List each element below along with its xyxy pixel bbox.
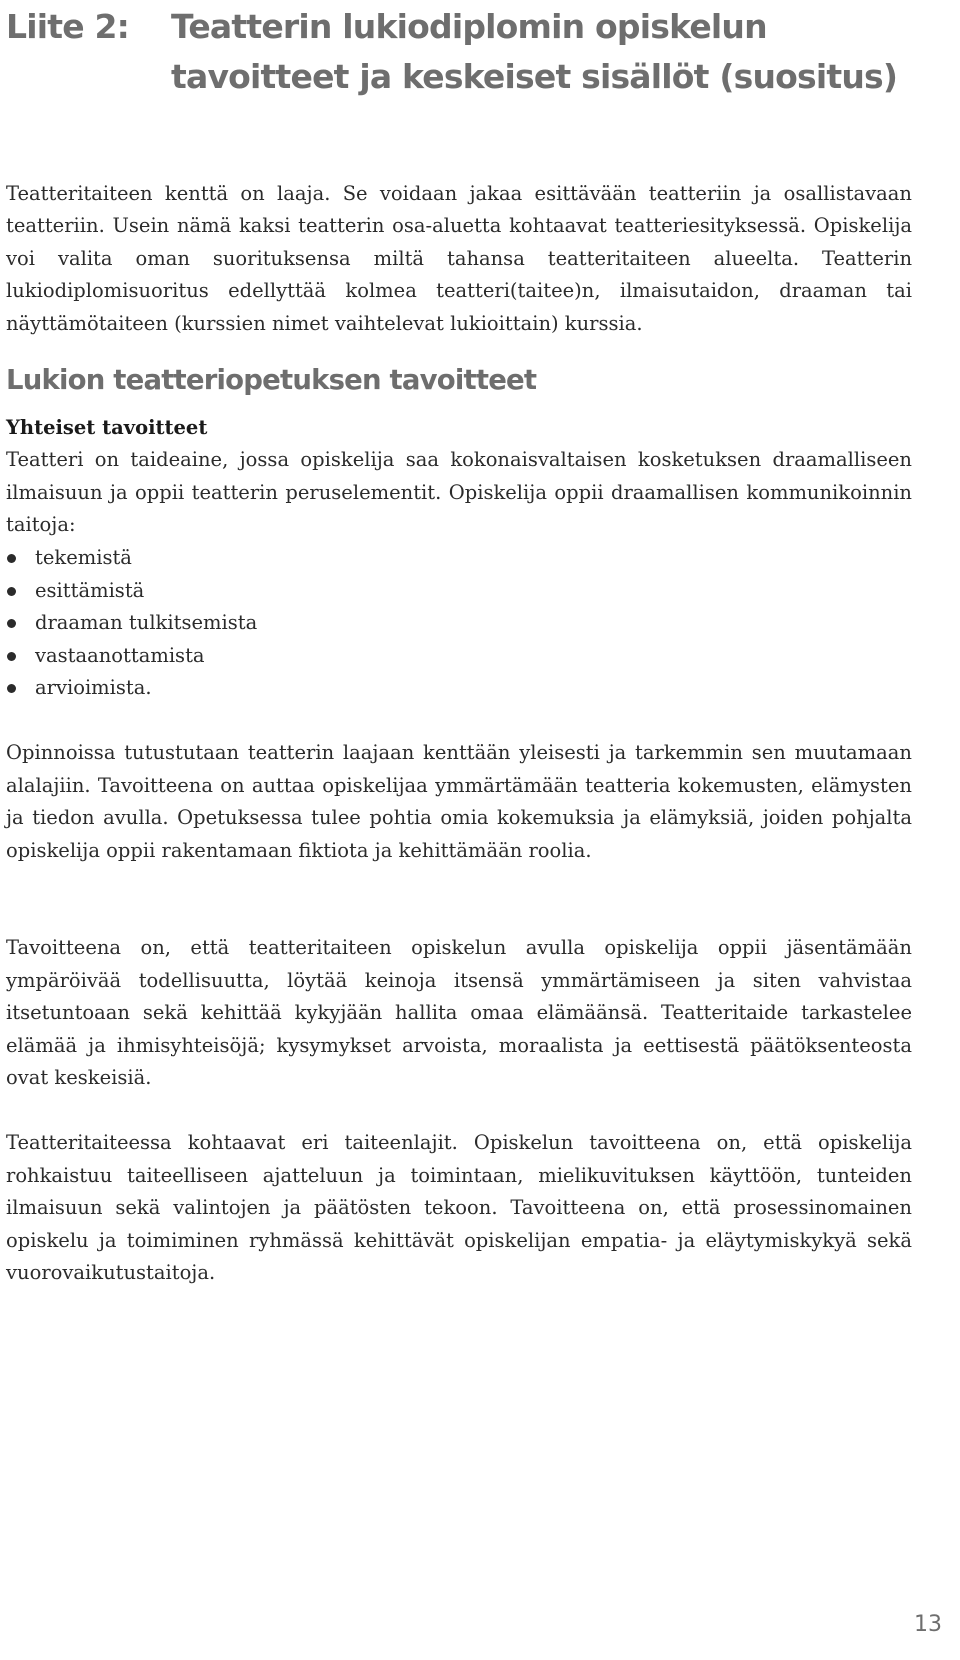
list-item [6, 672, 257, 705]
page-number: 13 [914, 1612, 942, 1637]
body-paragraph: Tavoitteena on, että teatteritaiteen opiskelun avulla opiskelija oppii jäsentämään ympäröivää todellisuutta, löytää keinoja itsensä ymmärtämiseen ja siten vahvistaa itsetuntoaan sekä kehittää kykyjään hallita omaa elämäänsä. Teatteritaide tarkastelee elämää ja ihmisyhteisöjä; kysymykset arvoista, moraalista ja eettisestä päätöksenteosta ovat keskeisiä. [6, 936, 912, 1090]
appendix-label: Liite 2: [6, 7, 130, 46]
bullet-icon [7, 554, 16, 563]
bullet-icon [7, 587, 16, 596]
section-heading: Lukion teatteriopetuksen tavoitteet [6, 364, 537, 396]
list-item-text: arvioimista. [35, 676, 152, 700]
intro-paragraph: Teatteritaiteen kenttä on laaja. Se voidaan jakaa esittävään teatteriin ja osallistavaan teatteriin. Usein nämä kaksi teatterin osa-aluetta kohtaavat teatteriesityksessä. Opiskelija voi valita oman suorituksensa miltä tahansa teatteritaiteen alueelta. Teatterin lukiodiplomisuoritus edellyttää kolmea teatteri(taitee)n, ilmaisutaidon, draaman tai näyttämötaiteen (kurssien nimet vaihtelevat lukioittain) kurssia. [6, 182, 912, 335]
skills-intro-paragraph: Teatteri on taideaine, jossa opiskelija saa kokonaisvaltaisen kosketuksen draamalliseen ilmaisuun ja oppii teatterin peruselementit. Opiskelija oppii draamallisen kommunikoinnin taitoja: [6, 448, 912, 537]
body-paragraph: Teatteritaiteessa kohtaavat eri taiteenlajit. Opiskelun tavoitteena on, että opiskelija rohkaistuu taiteelliseen ajatteluun ja toimintaan, mielikuvituksen käyttöön, tunteiden ilmaisuun sekä valintojen ja päätösten tekoon. Tavoitteena on, että prosessinomainen opiskelu ja toimiminen ryhmässä kehittävät opiskelijan empatia- ja eläytymiskykyä sekä vuorovaikutustaitoja. [6, 1131, 912, 1285]
list-item [6, 607, 257, 640]
body-paragraph: Opinnoissa tutustutaan teatterin laajaan kenttään yleisesti ja tarkemmin sen muutamaan alalajiin. Tavoitteena on auttaa opiskelijaa ymmärtämään teatteria kokemusten, elämysten ja tiedon avulla. Opetuksessa tulee pohtia omia kokemuksia ja elämyksiä, joiden pohjalta opiskelija oppii rakentamaan fiktiota ja kehittämään roolia. [6, 741, 912, 862]
bullet-icon [7, 684, 16, 693]
appendix-title: Teatterin lukiodiplomin opiskelun tavoitteet ja keskeiset sisällöt (suositus) [171, 7, 898, 96]
bullet-icon [7, 652, 16, 661]
list-item [6, 575, 257, 608]
subsection-heading: Yhteiset tavoitteet [6, 416, 208, 439]
skills-list [6, 542, 257, 705]
list-item [6, 640, 257, 673]
list-item-text: draaman tulkitsemista [35, 611, 258, 635]
list-item-text: esittämistä [35, 578, 145, 602]
list-item [6, 542, 257, 575]
bullet-icon [7, 619, 16, 628]
list-item-text: vastaanottamista [35, 643, 205, 667]
list-item-text: tekemistä [35, 546, 132, 569]
